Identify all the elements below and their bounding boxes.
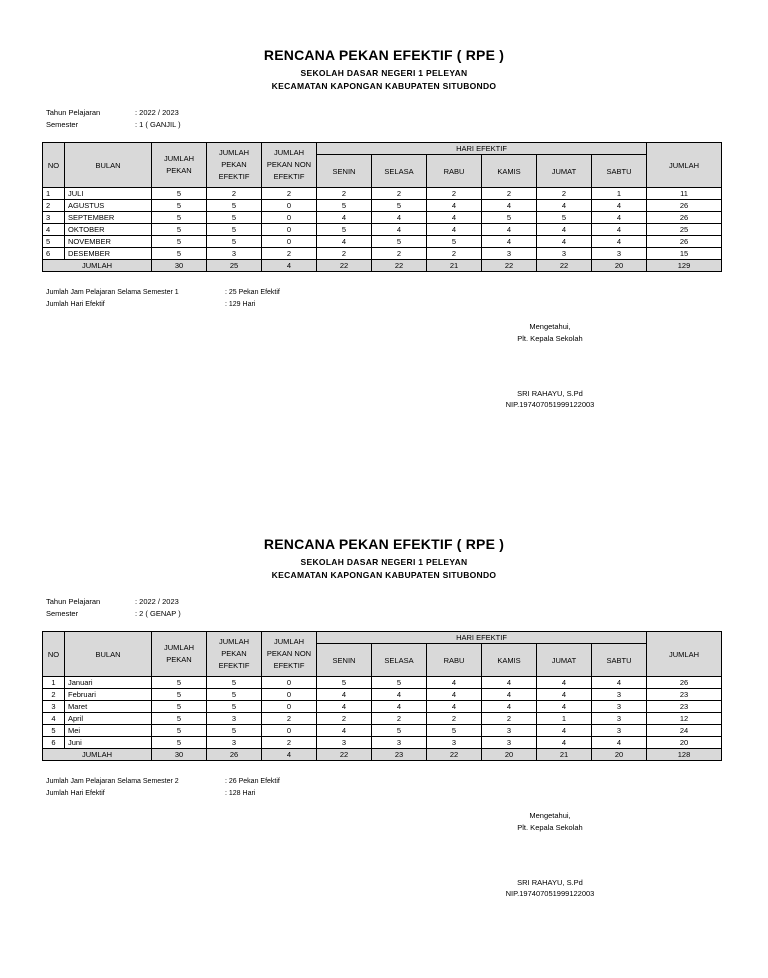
total-row [43,260,722,272]
table-row [43,236,722,248]
signature-name: SRI RAHAYU, S.Pd [517,389,583,398]
rpe-table [42,142,722,272]
cell-jumlah-pekan: 5 [152,224,207,236]
tahun-value: : 2022 / 2023 [135,108,179,117]
cell-pekan-non-efektif: 2 [262,713,317,725]
school-name: SEKOLAH DASAR NEGERI 1 PELEYAN [300,557,468,567]
total-day-jumat: 22 [537,260,592,272]
tahun-label: Tahun Pelajaran [46,597,101,606]
cell-day-rabu: 3 [427,737,482,749]
total-day-rabu: 21 [427,260,482,272]
signature-role: Plt. Kepala Sekolah [517,334,583,343]
cell-day-sabtu: 3 [592,248,647,260]
header-jumlah: JUMLAH [647,632,722,677]
total-jumlah-pekan: 30 [152,749,207,761]
header-bulan: BULAN [65,632,152,677]
cell-day-kamis: 2 [482,713,537,725]
cell-day-sabtu: 4 [592,737,647,749]
header-day-jumat: JUMAT [537,155,592,188]
total-pekan-non-efektif: 4 [262,260,317,272]
document-title: RENCANA PEKAN EFEKTIF ( RPE ) [263,536,505,552]
header-day-kamis: KAMIS [482,644,537,677]
total-day-rabu: 22 [427,749,482,761]
cell-day-rabu: 5 [427,236,482,248]
cell-pekan-efektif: 5 [207,236,262,248]
cell-day-sabtu: 3 [592,689,647,701]
header-day-senin: SENIN [317,155,372,188]
header-day-selasa: SELASA [372,155,427,188]
cell-pekan-non-efektif: 2 [262,737,317,749]
cell-no: 6 [43,737,65,749]
cell-jumlah: 26 [647,212,722,224]
cell-bulan: Juni [65,737,152,749]
tahun-value: : 2022 / 2023 [135,597,179,606]
signature-role: Plt. Kepala Sekolah [517,823,583,832]
cell-day-rabu: 4 [427,200,482,212]
cell-pekan-efektif: 5 [207,677,262,689]
cell-day-senin: 2 [317,188,372,200]
table-row [43,200,722,212]
cell-bulan: AGUSTUS [65,200,152,212]
table-row [43,737,722,749]
cell-day-kamis: 4 [482,224,537,236]
table-row [43,224,722,236]
cell-no: 5 [43,236,65,248]
total-day-senin: 22 [317,749,372,761]
cell-jumlah: 20 [647,737,722,749]
cell-day-senin: 2 [317,248,372,260]
cell-day-selasa: 4 [372,701,427,713]
header-bulan: BULAN [65,143,152,188]
cell-no: 1 [43,677,65,689]
cell-pekan-efektif: 5 [207,224,262,236]
total-pekan-efektif: 26 [207,749,262,761]
total-day-selasa: 23 [372,749,427,761]
header-no: NO [43,632,65,677]
cell-jumlah-pekan: 5 [152,737,207,749]
total-day-kamis: 20 [482,749,537,761]
cell-pekan-non-efektif: 0 [262,689,317,701]
cell-day-senin: 4 [317,212,372,224]
cell-bulan: JULI [65,188,152,200]
cell-no: 3 [43,212,65,224]
summary-hari-value: : 128 Hari [225,790,256,797]
district-name: KECAMATAN KAPONGAN KABUPATEN SITUBONDO [271,570,497,580]
summary-pekan-value: : 26 Pekan Efektif [225,778,280,785]
header-day-sabtu: SABTU [592,155,647,188]
cell-pekan-efektif: 3 [207,737,262,749]
cell-jumlah: 26 [647,677,722,689]
cell-day-kamis: 3 [482,725,537,737]
header-day-jumat: JUMAT [537,644,592,677]
semester-value: : 1 ( GANJIL ) [135,120,181,129]
total-jumlah: 129 [647,260,722,272]
cell-jumlah-pekan: 5 [152,725,207,737]
cell-day-selasa: 3 [372,737,427,749]
table-row [43,713,722,725]
cell-pekan-efektif: 3 [207,713,262,725]
cell-no: 6 [43,248,65,260]
cell-day-selasa: 4 [372,212,427,224]
header-day-selasa: SELASA [372,644,427,677]
cell-bulan: SEPTEMBER [65,212,152,224]
header-pekan-efektif: JUMLAH PEKAN EFEKTIF [207,632,262,677]
cell-pekan-non-efektif: 0 [262,212,317,224]
total-pekan-non-efektif: 4 [262,749,317,761]
cell-day-jumat: 4 [537,224,592,236]
signature-nip: NIP.197407051999122003 [505,400,595,409]
header-jumlah: JUMLAH [647,143,722,188]
cell-day-rabu: 2 [427,713,482,725]
cell-pekan-efektif: 5 [207,725,262,737]
total-day-jumat: 21 [537,749,592,761]
cell-day-rabu: 2 [427,188,482,200]
cell-day-senin: 2 [317,713,372,725]
cell-pekan-efektif: 5 [207,689,262,701]
cell-day-kamis: 4 [482,689,537,701]
cell-day-senin: 5 [317,224,372,236]
cell-bulan: Januari [65,677,152,689]
header-day-rabu: RABU [427,644,482,677]
document-title: RENCANA PEKAN EFEKTIF ( RPE ) [263,47,505,63]
cell-day-kamis: 4 [482,236,537,248]
header-no: NO [43,143,65,188]
cell-pekan-efektif: 3 [207,248,262,260]
cell-day-kamis: 2 [482,188,537,200]
cell-day-jumat: 4 [537,200,592,212]
total-label: JUMLAH [43,260,152,272]
summary-hari-value: : 129 Hari [225,301,256,308]
total-label: JUMLAH [43,749,152,761]
cell-jumlah-pekan: 5 [152,188,207,200]
total-jumlah-pekan: 30 [152,260,207,272]
cell-jumlah: 26 [647,236,722,248]
cell-day-selasa: 4 [372,224,427,236]
cell-day-rabu: 4 [427,212,482,224]
cell-day-sabtu: 4 [592,200,647,212]
cell-bulan: Februari [65,689,152,701]
cell-pekan-efektif: 5 [207,701,262,713]
cell-pekan-non-efektif: 0 [262,677,317,689]
cell-day-sabtu: 4 [592,212,647,224]
total-day-sabtu: 20 [592,260,647,272]
cell-day-kamis: 4 [482,701,537,713]
cell-pekan-non-efektif: 0 [262,200,317,212]
cell-no: 1 [43,188,65,200]
cell-day-rabu: 4 [427,224,482,236]
cell-no: 3 [43,701,65,713]
table-row [43,188,722,200]
cell-bulan: Mei [65,725,152,737]
cell-day-sabtu: 4 [592,224,647,236]
cell-pekan-non-efektif: 0 [262,224,317,236]
cell-day-rabu: 5 [427,725,482,737]
summary-pekan-value: : 25 Pekan Efektif [225,289,280,296]
cell-day-selasa: 4 [372,689,427,701]
cell-day-senin: 3 [317,737,372,749]
cell-jumlah: 25 [647,224,722,236]
header-hari-efektif: HARI EFEKTIF [317,143,647,155]
cell-day-selasa: 5 [372,200,427,212]
cell-day-senin: 4 [317,236,372,248]
cell-day-rabu: 4 [427,689,482,701]
cell-day-jumat: 2 [537,188,592,200]
cell-day-rabu: 4 [427,677,482,689]
cell-day-sabtu: 1 [592,188,647,200]
cell-day-jumat: 4 [537,677,592,689]
rpe-section-semester-1 [0,0,768,440]
cell-jumlah-pekan: 5 [152,248,207,260]
cell-jumlah: 23 [647,689,722,701]
cell-day-senin: 4 [317,725,372,737]
signature-name: SRI RAHAYU, S.Pd [517,878,583,887]
cell-no: 2 [43,200,65,212]
header-day-rabu: RABU [427,155,482,188]
cell-day-jumat: 4 [537,689,592,701]
cell-jumlah-pekan: 5 [152,200,207,212]
rpe-table [42,631,722,761]
cell-jumlah-pekan: 5 [152,212,207,224]
cell-day-selasa: 2 [372,188,427,200]
total-jumlah: 128 [647,749,722,761]
cell-day-sabtu: 4 [592,677,647,689]
cell-day-sabtu: 3 [592,725,647,737]
header-jumlah-pekan: JUMLAH PEKAN [152,632,207,677]
cell-jumlah: 26 [647,200,722,212]
cell-jumlah-pekan: 5 [152,689,207,701]
cell-jumlah: 12 [647,713,722,725]
cell-day-kamis: 3 [482,737,537,749]
total-day-kamis: 22 [482,260,537,272]
cell-jumlah: 23 [647,701,722,713]
cell-day-sabtu: 3 [592,701,647,713]
cell-day-rabu: 2 [427,248,482,260]
cell-day-selasa: 2 [372,713,427,725]
cell-jumlah-pekan: 5 [152,236,207,248]
total-pekan-efektif: 25 [207,260,262,272]
total-row [43,749,722,761]
cell-day-jumat: 3 [537,248,592,260]
cell-day-senin: 4 [317,689,372,701]
semester-label: Semester [46,120,79,129]
table-row [43,701,722,713]
header-hari-efektif: HARI EFEKTIF [317,632,647,644]
table-row [43,689,722,701]
cell-day-kamis: 5 [482,212,537,224]
cell-pekan-non-efektif: 2 [262,188,317,200]
cell-no: 2 [43,689,65,701]
cell-day-selasa: 5 [372,236,427,248]
cell-pekan-efektif: 5 [207,212,262,224]
cell-day-jumat: 4 [537,701,592,713]
header-day-senin: SENIN [317,644,372,677]
summary-pekan-label: Jumlah Jam Pelajaran Selama Semester 2 [46,778,179,785]
cell-day-senin: 5 [317,200,372,212]
cell-day-selasa: 5 [372,677,427,689]
summary-hari-label: Jumlah Hari Efektif [46,301,105,308]
cell-day-rabu: 4 [427,701,482,713]
cell-jumlah: 15 [647,248,722,260]
cell-bulan: Maret [65,701,152,713]
cell-pekan-efektif: 5 [207,200,262,212]
cell-day-kamis: 4 [482,200,537,212]
table-row [43,212,722,224]
total-day-sabtu: 20 [592,749,647,761]
table-row [43,725,722,737]
cell-day-selasa: 2 [372,248,427,260]
signature-acknowledge: Mengetahui, [529,322,571,331]
header-day-sabtu: SABTU [592,644,647,677]
cell-pekan-non-efektif: 0 [262,236,317,248]
cell-jumlah: 24 [647,725,722,737]
cell-bulan: OKTOBER [65,224,152,236]
cell-day-senin: 5 [317,677,372,689]
semester-label: Semester [46,609,79,618]
cell-day-kamis: 4 [482,677,537,689]
summary-pekan-label: Jumlah Jam Pelajaran Selama Semester 1 [46,289,179,296]
cell-jumlah: 11 [647,188,722,200]
cell-bulan: DESEMBER [65,248,152,260]
cell-no: 5 [43,725,65,737]
cell-no: 4 [43,713,65,725]
cell-day-senin: 4 [317,701,372,713]
table-row [43,248,722,260]
tahun-label: Tahun Pelajaran [46,108,101,117]
semester-value: : 2 ( GENAP ) [135,609,181,618]
cell-no: 4 [43,224,65,236]
total-day-senin: 22 [317,260,372,272]
header-pekan-non-efektif: JUMLAH PEKAN NON EFEKTIF [262,632,317,677]
cell-day-jumat: 5 [537,212,592,224]
cell-pekan-non-efektif: 2 [262,248,317,260]
cell-day-sabtu: 4 [592,236,647,248]
rpe-section-semester-2 [0,489,768,929]
signature-nip: NIP.197407051999122003 [505,889,595,898]
header-jumlah-pekan: JUMLAH PEKAN [152,143,207,188]
header-pekan-non-efektif: JUMLAH PEKAN NON EFEKTIF [262,143,317,188]
header-pekan-efektif: JUMLAH PEKAN EFEKTIF [207,143,262,188]
cell-day-jumat: 4 [537,725,592,737]
cell-pekan-non-efektif: 0 [262,725,317,737]
summary-hari-label: Jumlah Hari Efektif [46,790,105,797]
cell-day-jumat: 4 [537,236,592,248]
cell-day-kamis: 3 [482,248,537,260]
header-day-kamis: KAMIS [482,155,537,188]
cell-day-jumat: 1 [537,713,592,725]
cell-day-selasa: 5 [372,725,427,737]
total-day-selasa: 22 [372,260,427,272]
cell-jumlah-pekan: 5 [152,701,207,713]
cell-jumlah-pekan: 5 [152,713,207,725]
cell-bulan: NOVEMBER [65,236,152,248]
cell-pekan-non-efektif: 0 [262,701,317,713]
cell-pekan-efektif: 2 [207,188,262,200]
district-name: KECAMATAN KAPONGAN KABUPATEN SITUBONDO [271,81,497,91]
school-name: SEKOLAH DASAR NEGERI 1 PELEYAN [300,68,468,78]
cell-day-sabtu: 3 [592,713,647,725]
cell-bulan: April [65,713,152,725]
signature-acknowledge: Mengetahui, [529,811,571,820]
cell-jumlah-pekan: 5 [152,677,207,689]
cell-day-jumat: 4 [537,737,592,749]
table-row [43,677,722,689]
